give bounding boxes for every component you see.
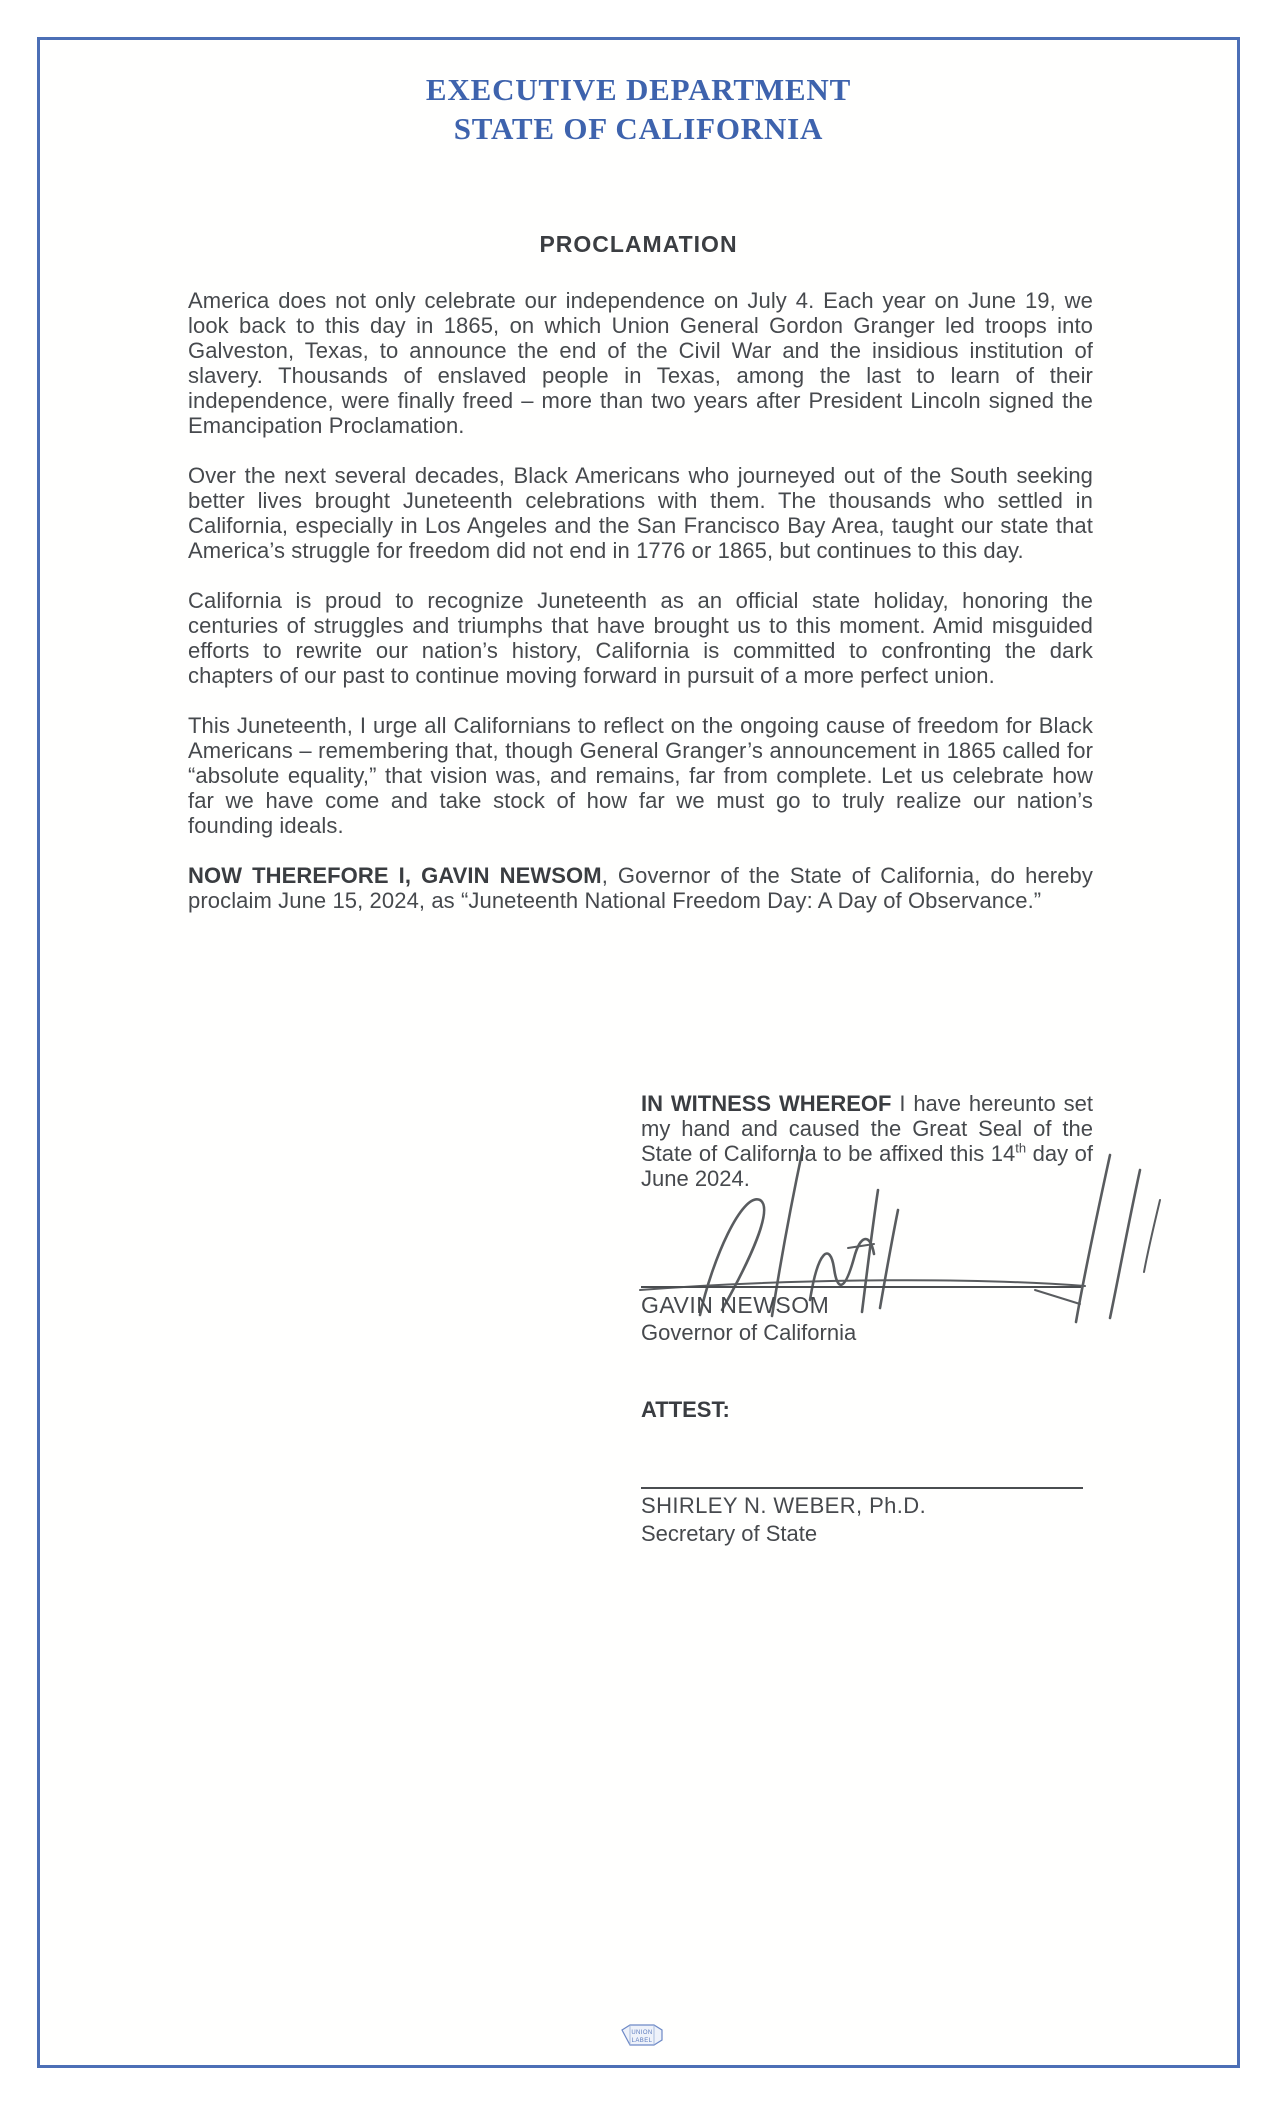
signatory-title: Governor of California [641, 1320, 857, 1345]
decree-text: , Governor of the State of California, do hereby proclaim June 15, 2024, as “Juneteenth National Freedom Day: A Day of Observance.” [188, 863, 1093, 913]
decree-bold-lead: NOW THEREFORE I, GAVIN NEWSOM [188, 863, 602, 888]
union-label-text-1: UNION [631, 2030, 653, 2036]
page-title: PROCLAMATION [539, 231, 738, 257]
paragraph-2: Over the next several decades, Black Americans who journeyed out of the South seeking better lives brought Juneteenth celebrations with them. The thousands who settled in California, especially in Los Angeles and the San Francisco Bay Area, taught our state that America’s struggle for freedom did not end in 1776 or 1865, but continues to this day. [188, 463, 1093, 563]
signatory-name: GAVIN NEWSOM [641, 1292, 830, 1318]
proclamation-body [188, 288, 1093, 938]
paragraph-1: America does not only celebrate our independence on July 4. Each year on June 19, we look back to this day in 1865, on which Union General Gordon Granger led troops into Galveston, Texas, to announce the end of the Civil War and the insidious institution of slavery. Thousands of enslaved people in Texas, among the last to learn of their independence, were finally freed – more than two years after President Lincoln signed the Emancipation Proclamation. [188, 288, 1093, 438]
witness-text-end: day of June 2024. [641, 1141, 1093, 1191]
signature-line [641, 1286, 1081, 1288]
page-border [37, 37, 1240, 2068]
paragraph-4: This Juneteenth, I urge all Californians to reflect on the ongoing cause of freedom for Black Americans – remembering that, though General Granger’s announcement in 1865 called for “absolute equality,” that vision was, and remains, far from complete. Let us celebrate how far we have come and take stock of how far we must go to truly realize our nation’s founding ideals. [188, 713, 1093, 838]
attest-signature-line [641, 1487, 1083, 1489]
witness-text: I have hereunto set my hand and caused the Great Seal of the State of California to be affixed this 14 [641, 1091, 1093, 1166]
ordinal-superscript: th [1015, 1140, 1027, 1156]
letterhead-line2: STATE OF CALIFORNIA [453, 111, 824, 146]
attest-label: ATTEST: [641, 1397, 730, 1422]
union-label-stamp [620, 2020, 664, 2050]
attest-name: SHIRLEY N. WEBER, Ph.D. [641, 1493, 927, 1518]
paragraph-3: California is proud to recognize Juneteenth as an official state holiday, honoring the centuries of struggles and triumphs that have brought us to this moment. Amid misguided efforts to rewrite our nation’s history, California is committed to confronting the dark chapters of our past to continue moving forward in pursuit of a more perfect union. [188, 588, 1093, 688]
decree-paragraph [188, 863, 1093, 913]
attest-title: Secretary of State [641, 1521, 818, 1546]
letterhead-line1: EXECUTIVE DEPARTMENT [425, 72, 852, 107]
letterhead [40, 70, 1237, 148]
witness-bold-lead: IN WITNESS WHEREOF [641, 1091, 892, 1116]
union-label-text-2: LABEL [631, 2038, 653, 2044]
